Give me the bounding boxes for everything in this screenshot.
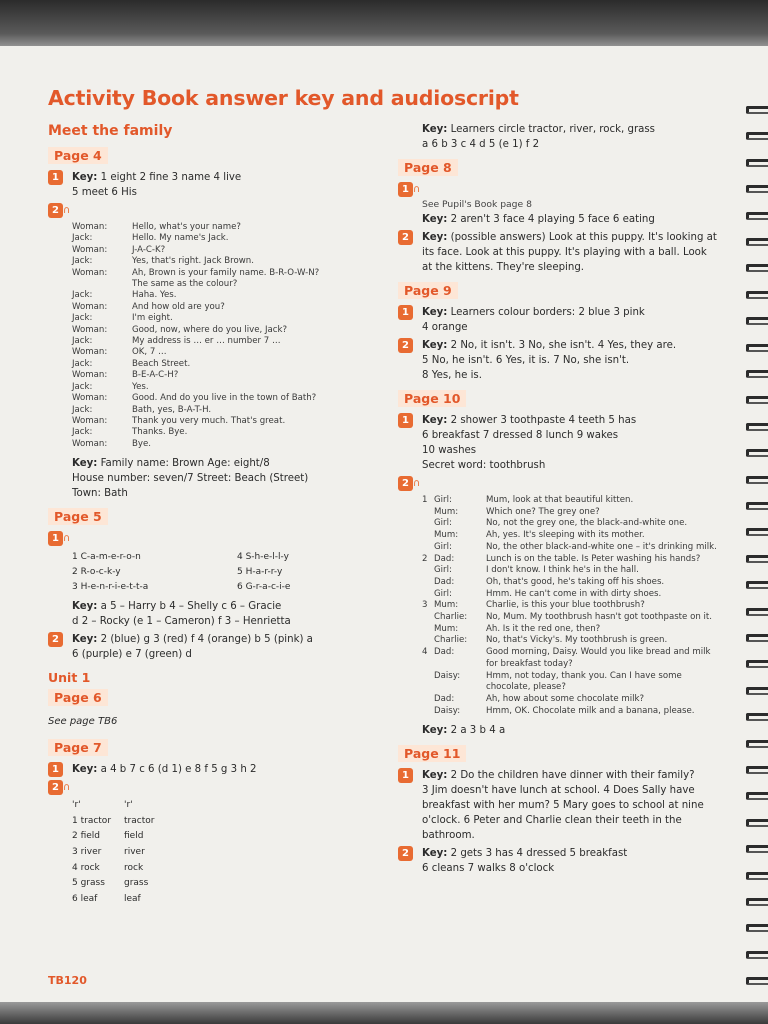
- dialogue-line: [72, 256, 368, 267]
- speaker: Jack:: [72, 256, 93, 267]
- dialogue-number: [422, 507, 434, 519]
- line-text: Ah. Is it the red one, then?: [486, 623, 601, 634]
- exercise-number-badge: 1: [398, 413, 413, 428]
- page-9-item-2: 2 Key: 2 No, it isn't. 3 No, she isn't. 4 Yes, they are. 5 No, he isn't. 6 Yes, it is. 7 No, she isn't. 8 Yes, he is.: [398, 338, 720, 383]
- speaker: Daisy:: [434, 670, 461, 681]
- answer-text: 2 gets 3 has 4 dressed 5 breakfast 6 cleans 7 walks 8 o'clock: [422, 848, 628, 875]
- dialogue-number: [422, 612, 434, 624]
- word: tractor: [124, 815, 155, 826]
- speaker: Woman:: [72, 347, 108, 358]
- line-text: Hmm, OK. Chocolate milk and a banana, please.: [486, 705, 695, 716]
- line-text: I don't know. I think he's in the hall.: [486, 565, 639, 576]
- page-8-label: Page 8: [398, 159, 458, 176]
- word: field: [124, 831, 144, 842]
- dialogue-line: [422, 518, 720, 530]
- line-text: No, Mum. My toothbrush hasn't got toothpaste on it.: [486, 612, 712, 623]
- speaker: Jack:: [72, 427, 93, 438]
- page-7-label: Page 7: [48, 739, 108, 756]
- speaker: Woman:: [72, 415, 108, 426]
- line-text: Hello, what's your name?: [132, 222, 241, 232]
- speaker: [72, 279, 132, 290]
- answer-text: Family name: Brown Age: eight/8 House number: seven/7 Street: Beach (Street) Town: Bath: [72, 458, 309, 500]
- speaker: Mum:: [434, 623, 459, 634]
- page-8-item-1: 1 ∩ See Pupil's Book page 8 Key: 2 aren't 3 face 4 playing 5 face 6 eating: [398, 182, 720, 227]
- dialogue-line: [422, 530, 720, 542]
- dialogue-line: [422, 694, 720, 706]
- spiral-coil: [746, 370, 768, 378]
- dialogue-line: [72, 427, 368, 438]
- speaker: Woman:: [72, 324, 108, 335]
- dialogue-line: [72, 370, 368, 381]
- line-text: Mum, look at that beautiful kitten.: [486, 495, 634, 505]
- word: 4 rock: [72, 862, 100, 873]
- dialogue-line: [72, 336, 368, 347]
- dialogue-number: 3: [422, 600, 428, 611]
- dialogue-line: [72, 347, 368, 358]
- word: river: [124, 846, 145, 857]
- speaker: Jack:: [72, 358, 93, 369]
- speaker: Woman:: [72, 301, 108, 312]
- speaker: Mum:: [434, 506, 459, 517]
- speaker: Jack:: [72, 336, 93, 347]
- dialogue-line: [422, 565, 720, 577]
- speaker: Charlie:: [434, 635, 468, 646]
- column-header: 'r': [72, 800, 81, 811]
- spiral-coil: [746, 872, 768, 880]
- right-column: [398, 122, 720, 879]
- dialogue-line: [422, 647, 720, 670]
- page-6-label: Page 6: [48, 689, 108, 706]
- audio-icon: ∩: [413, 184, 421, 195]
- page-8-note: See Pupil's Book page 8: [422, 199, 532, 210]
- spiral-coil: [746, 634, 768, 642]
- page-10-item-2: [398, 476, 720, 491]
- line-text: Haha. Yes.: [132, 290, 177, 301]
- speaker: Woman:: [72, 393, 108, 404]
- dialogue-line: [72, 222, 368, 233]
- dialogue-number: [422, 530, 434, 542]
- speaker: Jack:: [72, 290, 93, 301]
- spiral-coil: [746, 528, 768, 536]
- spiral-binding: [742, 106, 768, 1004]
- speaker: Dad:: [434, 553, 455, 564]
- dialogue-line: [72, 290, 368, 301]
- speaker: Jack:: [72, 313, 93, 324]
- line-text: Hmm, not today, thank you. Can I have some chocolate, please?: [486, 670, 682, 693]
- spiral-coil: [746, 608, 768, 616]
- section-title: Meet the family: [48, 123, 173, 139]
- dialogue-line: [422, 542, 720, 554]
- dialogue-line: [422, 635, 720, 647]
- dialogue-line: [422, 507, 720, 519]
- speaker: Jack:: [72, 233, 93, 244]
- line-text: And how old are you?: [132, 301, 225, 312]
- line-text: No, not the grey one, the black-and-white one.: [486, 518, 688, 529]
- answer-text: Learners colour borders: 2 blue 3 pink 4 orange: [422, 307, 645, 333]
- dialogue-line: [72, 393, 368, 404]
- spelled-name: 3 H-e-n-r-i-e-t-t-a: [72, 582, 149, 593]
- exercise-number-badge: 2: [48, 203, 63, 218]
- word: 3 river: [72, 846, 102, 857]
- dialogue-line: [72, 416, 368, 427]
- page-4-item-1: 1 Key: 1 eight 2 fine 3 name 4 live 5 meet 6 His: [48, 170, 368, 200]
- dialogue-line: [72, 302, 368, 313]
- exercise-number-badge: 1: [398, 768, 413, 783]
- page-7-key-continued: Key: Learners circle tractor, river, rock, grass a 6 b 3 c 4 d 5 (e 1) f 2: [398, 122, 720, 152]
- spiral-coil: [746, 396, 768, 404]
- page-7-item-1: 1 Key: a 4 b 7 c 6 (d 1) e 8 f 5 g 3 h 2: [48, 762, 368, 777]
- speaker: Woman:: [72, 222, 108, 232]
- speaker: Woman:: [72, 267, 108, 278]
- answer-text: (possible answers) Look at this puppy. It's looking at its face. Look at this puppy. It's playing with a ball. Look at the kittens. They're sleeping.: [422, 232, 717, 273]
- spiral-coil: [746, 106, 768, 114]
- speaker: Mum:: [434, 600, 459, 611]
- line-text: I'm eight.: [132, 313, 173, 324]
- page-11-item-2: 2 Key: 2 gets 3 has 4 dressed 5 breakfast 6 cleans 7 walks 8 o'clock: [398, 846, 720, 876]
- exercise-number-badge: 1: [398, 182, 413, 197]
- dialogue-line: [72, 439, 368, 450]
- line-text: Bye.: [132, 438, 152, 449]
- dialogue-number: [422, 577, 434, 589]
- exercise-number-badge: 2: [398, 476, 413, 491]
- page-5-item-2: 2 Key: 2 (blue) g 3 (red) f 4 (orange) b 5 (pink) a 6 (purple) e 7 (green) d: [48, 632, 368, 662]
- column-header: 'r': [124, 800, 133, 811]
- dialogue-line: [422, 612, 720, 624]
- speaker: Charlie:: [434, 612, 468, 623]
- page-5-item-1: [48, 531, 368, 546]
- spelled-name: 5 H-a-r-r-y: [237, 567, 283, 578]
- line-text: Charlie, is this your blue toothbrush?: [486, 600, 645, 611]
- dialogue-number: 1: [422, 495, 428, 505]
- spiral-coil: [746, 766, 768, 774]
- spiral-coil: [746, 687, 768, 695]
- audio-icon: ∩: [413, 478, 421, 489]
- spiral-coil: [746, 951, 768, 959]
- line-text: Good, now, where do you live, Jack?: [132, 324, 288, 335]
- exercise-number-badge: 1: [48, 170, 63, 185]
- spiral-coil: [746, 924, 768, 932]
- exercise-number-badge: 2: [48, 780, 63, 795]
- answer-text: 2 shower 3 toothpaste 4 teeth 5 has 6 breakfast 7 dressed 8 lunch 9 wakes 10 washes Secret word: toothbrush: [422, 415, 637, 471]
- word: grass: [124, 878, 149, 889]
- dialogue-line: [422, 554, 720, 566]
- line-text: Ah, yes. It's sleeping with its mother.: [486, 530, 645, 541]
- line-text: No, that's Vicky's. My toothbrush is green.: [486, 635, 668, 646]
- dialogue-number: 4: [422, 647, 428, 658]
- spiral-coil: [746, 476, 768, 484]
- spiral-coil: [746, 159, 768, 167]
- r-sound-word-list: [72, 798, 368, 907]
- line-text: Hello. My name's Jack.: [132, 233, 229, 244]
- page-4-label: Page 4: [48, 147, 108, 164]
- dialogue-line: [422, 600, 720, 612]
- speaker: Girl:: [434, 518, 452, 529]
- spiral-coil: [746, 238, 768, 246]
- spiral-coil: [746, 660, 768, 668]
- line-text: Thanks. Bye.: [132, 427, 188, 438]
- speaker: Mum:: [434, 530, 459, 541]
- answer-text: a 4 b 7 c 6 (d 1) e 8 f 5 g 3 h 2: [100, 764, 257, 776]
- dialogue-line: [72, 359, 368, 370]
- speaker: Woman:: [72, 370, 108, 381]
- dialogue-line: [72, 325, 368, 336]
- spiral-coil: [746, 291, 768, 299]
- page-title: Activity Book answer key and audioscript: [48, 86, 519, 110]
- page-7-item-2: [48, 780, 368, 795]
- dialogue-line: [422, 495, 720, 507]
- scan-bottom-edge: [0, 1002, 768, 1024]
- audio-icon: ∩: [63, 782, 71, 794]
- spelled-names-list: [72, 550, 368, 595]
- spiral-coil: [746, 132, 768, 140]
- answer-text: 2 (blue) g 3 (red) f 4 (orange) b 5 (pink) a 6 (purple) e 7 (green) d: [72, 634, 313, 661]
- answer-text: 2 a 3 b 4 a: [450, 725, 506, 737]
- spiral-coil: [746, 819, 768, 827]
- exercise-number-badge: 1: [48, 531, 63, 546]
- speaker: Jack:: [72, 404, 93, 415]
- audio-icon: ∩: [63, 533, 71, 545]
- line-text: Ah, Brown is your family name. B-R-O-W-N?: [132, 267, 320, 278]
- page-9-label: Page 9: [398, 282, 458, 299]
- spiral-coil: [746, 898, 768, 906]
- answer-text: a 5 – Harry b 4 – Shelly c 6 – Gracie d 2 – Rocky (e 1 – Cameron) f 3 – Henrietta: [72, 601, 291, 628]
- dialogue-line: [422, 706, 720, 718]
- line-text: J-A-C-K?: [132, 244, 166, 255]
- spelled-name: 1 C-a-m-e-r-o-n: [72, 552, 141, 563]
- speaker: Girl:: [434, 541, 452, 552]
- exercise-number-badge: 2: [398, 338, 413, 353]
- page-6-note: See page TB6: [48, 716, 118, 728]
- spiral-coil: [746, 185, 768, 193]
- scan-top-edge: [0, 0, 768, 48]
- dialogue-line: [72, 382, 368, 393]
- page-11-item-1: 1 Key: 2 Do the children have dinner with their family? 3 Jim doesn't have lunch at school. 4 Does Sally have breakfast with her mum? 5 Mary goes to school at nine o'clock. 6 Peter and Charlie clean their teeth in the bathroom.: [398, 768, 720, 843]
- dialogue-line: [422, 589, 720, 601]
- dialogue-number: [422, 589, 434, 601]
- line-text: The same as the colour?: [132, 279, 238, 290]
- answer-text: 2 aren't 3 face 4 playing 5 face 6 eating: [450, 214, 655, 225]
- speaker: Daisy:: [434, 705, 461, 716]
- speaker: Dad:: [434, 576, 455, 587]
- exercise-number-badge: 2: [398, 230, 413, 245]
- speaker: Woman:: [72, 438, 108, 449]
- spiral-coil: [746, 423, 768, 431]
- spiral-coil: [746, 792, 768, 800]
- spiral-coil: [746, 264, 768, 272]
- speaker: Girl:: [434, 495, 452, 505]
- word: leaf: [124, 893, 141, 904]
- spiral-coil: [746, 740, 768, 748]
- dialogue-number: [422, 706, 434, 718]
- spiral-coil: [746, 977, 768, 985]
- dialogue-line: [422, 577, 720, 589]
- dialogue-line: [72, 279, 368, 290]
- line-text: My address is … er … number 7 …: [132, 336, 281, 347]
- page-9-item-1: 1 Key: Learners colour borders: 2 blue 3 pink 4 orange: [398, 305, 720, 335]
- spiral-coil: [746, 317, 768, 325]
- exercise-number-badge: 1: [398, 305, 413, 320]
- speaker: Woman:: [72, 244, 108, 255]
- page-8-item-2: 2 Key: (possible answers) Look at this puppy. It's looking at its face. Look at this puppy. It's playing with a ball. Look at the kittens. They're sleeping.: [398, 230, 720, 275]
- dialogue-number: [422, 518, 434, 530]
- dialogue-number: [422, 671, 434, 694]
- speaker: Girl:: [434, 588, 452, 599]
- page-5-label: Page 5: [48, 508, 108, 525]
- page-11-label: Page 11: [398, 745, 466, 762]
- speaker: Girl:: [434, 565, 452, 576]
- spiral-coil: [746, 845, 768, 853]
- page-number: TB120: [48, 974, 87, 987]
- dialogue-line: [72, 405, 368, 416]
- speaker: Dad:: [434, 693, 455, 704]
- line-text: Yes.: [132, 381, 149, 392]
- page-4-key-2: Key: Family name: Brown Age: eight/8 House number: seven/7 Street: Beach (Street) Town: Bath: [72, 458, 309, 500]
- page-10-label: Page 10: [398, 390, 466, 407]
- spiral-coil: [746, 449, 768, 457]
- dialogue-line: [422, 671, 720, 694]
- line-text: Good morning, Daisy. Would you like bread and milk for breakfast today?: [486, 647, 711, 669]
- spelled-name: 2 R-o-c-k-y: [72, 567, 121, 578]
- word: 2 field: [72, 831, 101, 842]
- line-text: Ah, how about some chocolate milk?: [486, 693, 645, 704]
- spiral-coil: [746, 212, 768, 220]
- exercise-number-badge: 2: [48, 632, 63, 647]
- dialogue-line: [72, 313, 368, 324]
- speaker: Jack:: [72, 381, 93, 392]
- word: 6 leaf: [72, 893, 98, 904]
- answer-text: Learners circle tractor, river, rock, grass: [450, 124, 655, 135]
- line-text: Thank you very much. That's great.: [132, 415, 286, 426]
- line-text: Bath, yes, B-A-T-H.: [132, 404, 212, 415]
- audioscript-page-10: [422, 495, 720, 717]
- word: 1 tractor: [72, 815, 112, 826]
- dialogue-number: [422, 635, 434, 647]
- speaker: Dad:: [434, 647, 455, 658]
- dialogue-number: [422, 624, 434, 636]
- line-text: Lunch is on the table. Is Peter washing his hands?: [486, 553, 701, 564]
- answer-text: a 6 b 3 c 4 d 5 (e 1) f 2: [422, 139, 540, 150]
- spelled-name: 6 G-r-a-c-i-e: [237, 582, 291, 593]
- answer-text: 1 eight 2 fine 3 name 4 live 5 meet 6 His: [72, 172, 242, 198]
- line-text: Beach Street.: [132, 358, 191, 369]
- line-text: Good. And do you live in the town of Bath?: [132, 393, 317, 404]
- exercise-number-badge: 2: [398, 846, 413, 861]
- unit-title: Unit 1: [48, 670, 91, 686]
- page-10-item-1: 1 Key: 2 shower 3 toothpaste 4 teeth 5 has 6 breakfast 7 dressed 8 lunch 9 wakes 10 washes Secret word: toothbrush: [398, 413, 720, 473]
- document-page: [0, 46, 768, 1004]
- dialogue-number: 2: [422, 553, 428, 564]
- line-text: OK, 7 …: [132, 347, 167, 358]
- line-text: Hmm. He can't come in with dirty shoes.: [486, 588, 662, 599]
- answer-text: 2 No, it isn't. 3 No, she isn't. 4 Yes, they are. 5 No, he isn't. 6 Yes, it is. 7 No, she isn't. 8 Yes, he is.: [422, 340, 677, 381]
- spelled-name: 4 S-h-e-l-l-y: [237, 552, 289, 563]
- page-10-key-2: Key: 2 a 3 b 4 a: [422, 725, 506, 737]
- answer-text: 2 Do the children have dinner with their family? 3 Jim doesn't have lunch at school. 4 Does Sally have breakfast with her mum? 5 Mary goes to school at nine o'clock. 6 Peter and Charlie clean their teeth in the bathroom.: [422, 770, 704, 842]
- dialogue-number: [422, 542, 434, 554]
- exercise-number-badge: 1: [48, 762, 63, 777]
- line-text: Oh, that's good, he's taking off his shoes.: [486, 576, 665, 587]
- audioscript-page-4: [72, 222, 368, 450]
- line-text: Which one? The grey one?: [486, 506, 600, 517]
- word: rock: [124, 862, 144, 873]
- spiral-coil: [746, 555, 768, 563]
- dialogue-number: [422, 694, 434, 706]
- page-5-key-1: Key: a 5 – Harry b 4 – Shelly c 6 – Gracie d 2 – Rocky (e 1 – Cameron) f 3 – Henrietta: [72, 601, 291, 628]
- spiral-coil: [746, 502, 768, 510]
- line-text: No, the other black-and-white one – it's drinking milk.: [486, 541, 717, 552]
- left-column: [48, 124, 368, 909]
- dialogue-line: [72, 233, 368, 244]
- line-text: B-E-A-C-H?: [132, 370, 179, 381]
- dialogue-number: [422, 565, 434, 577]
- audio-icon: ∩: [63, 205, 71, 216]
- dialogue-line: [422, 624, 720, 636]
- line-text: Yes, that's right. Jack Brown.: [132, 256, 254, 267]
- spiral-coil: [746, 344, 768, 352]
- dialogue-line: [72, 268, 368, 279]
- word: 5 grass: [72, 878, 105, 889]
- spiral-coil: [746, 713, 768, 721]
- page-4-item-2: [48, 203, 368, 218]
- dialogue-line: [72, 245, 368, 256]
- spiral-coil: [746, 581, 768, 589]
